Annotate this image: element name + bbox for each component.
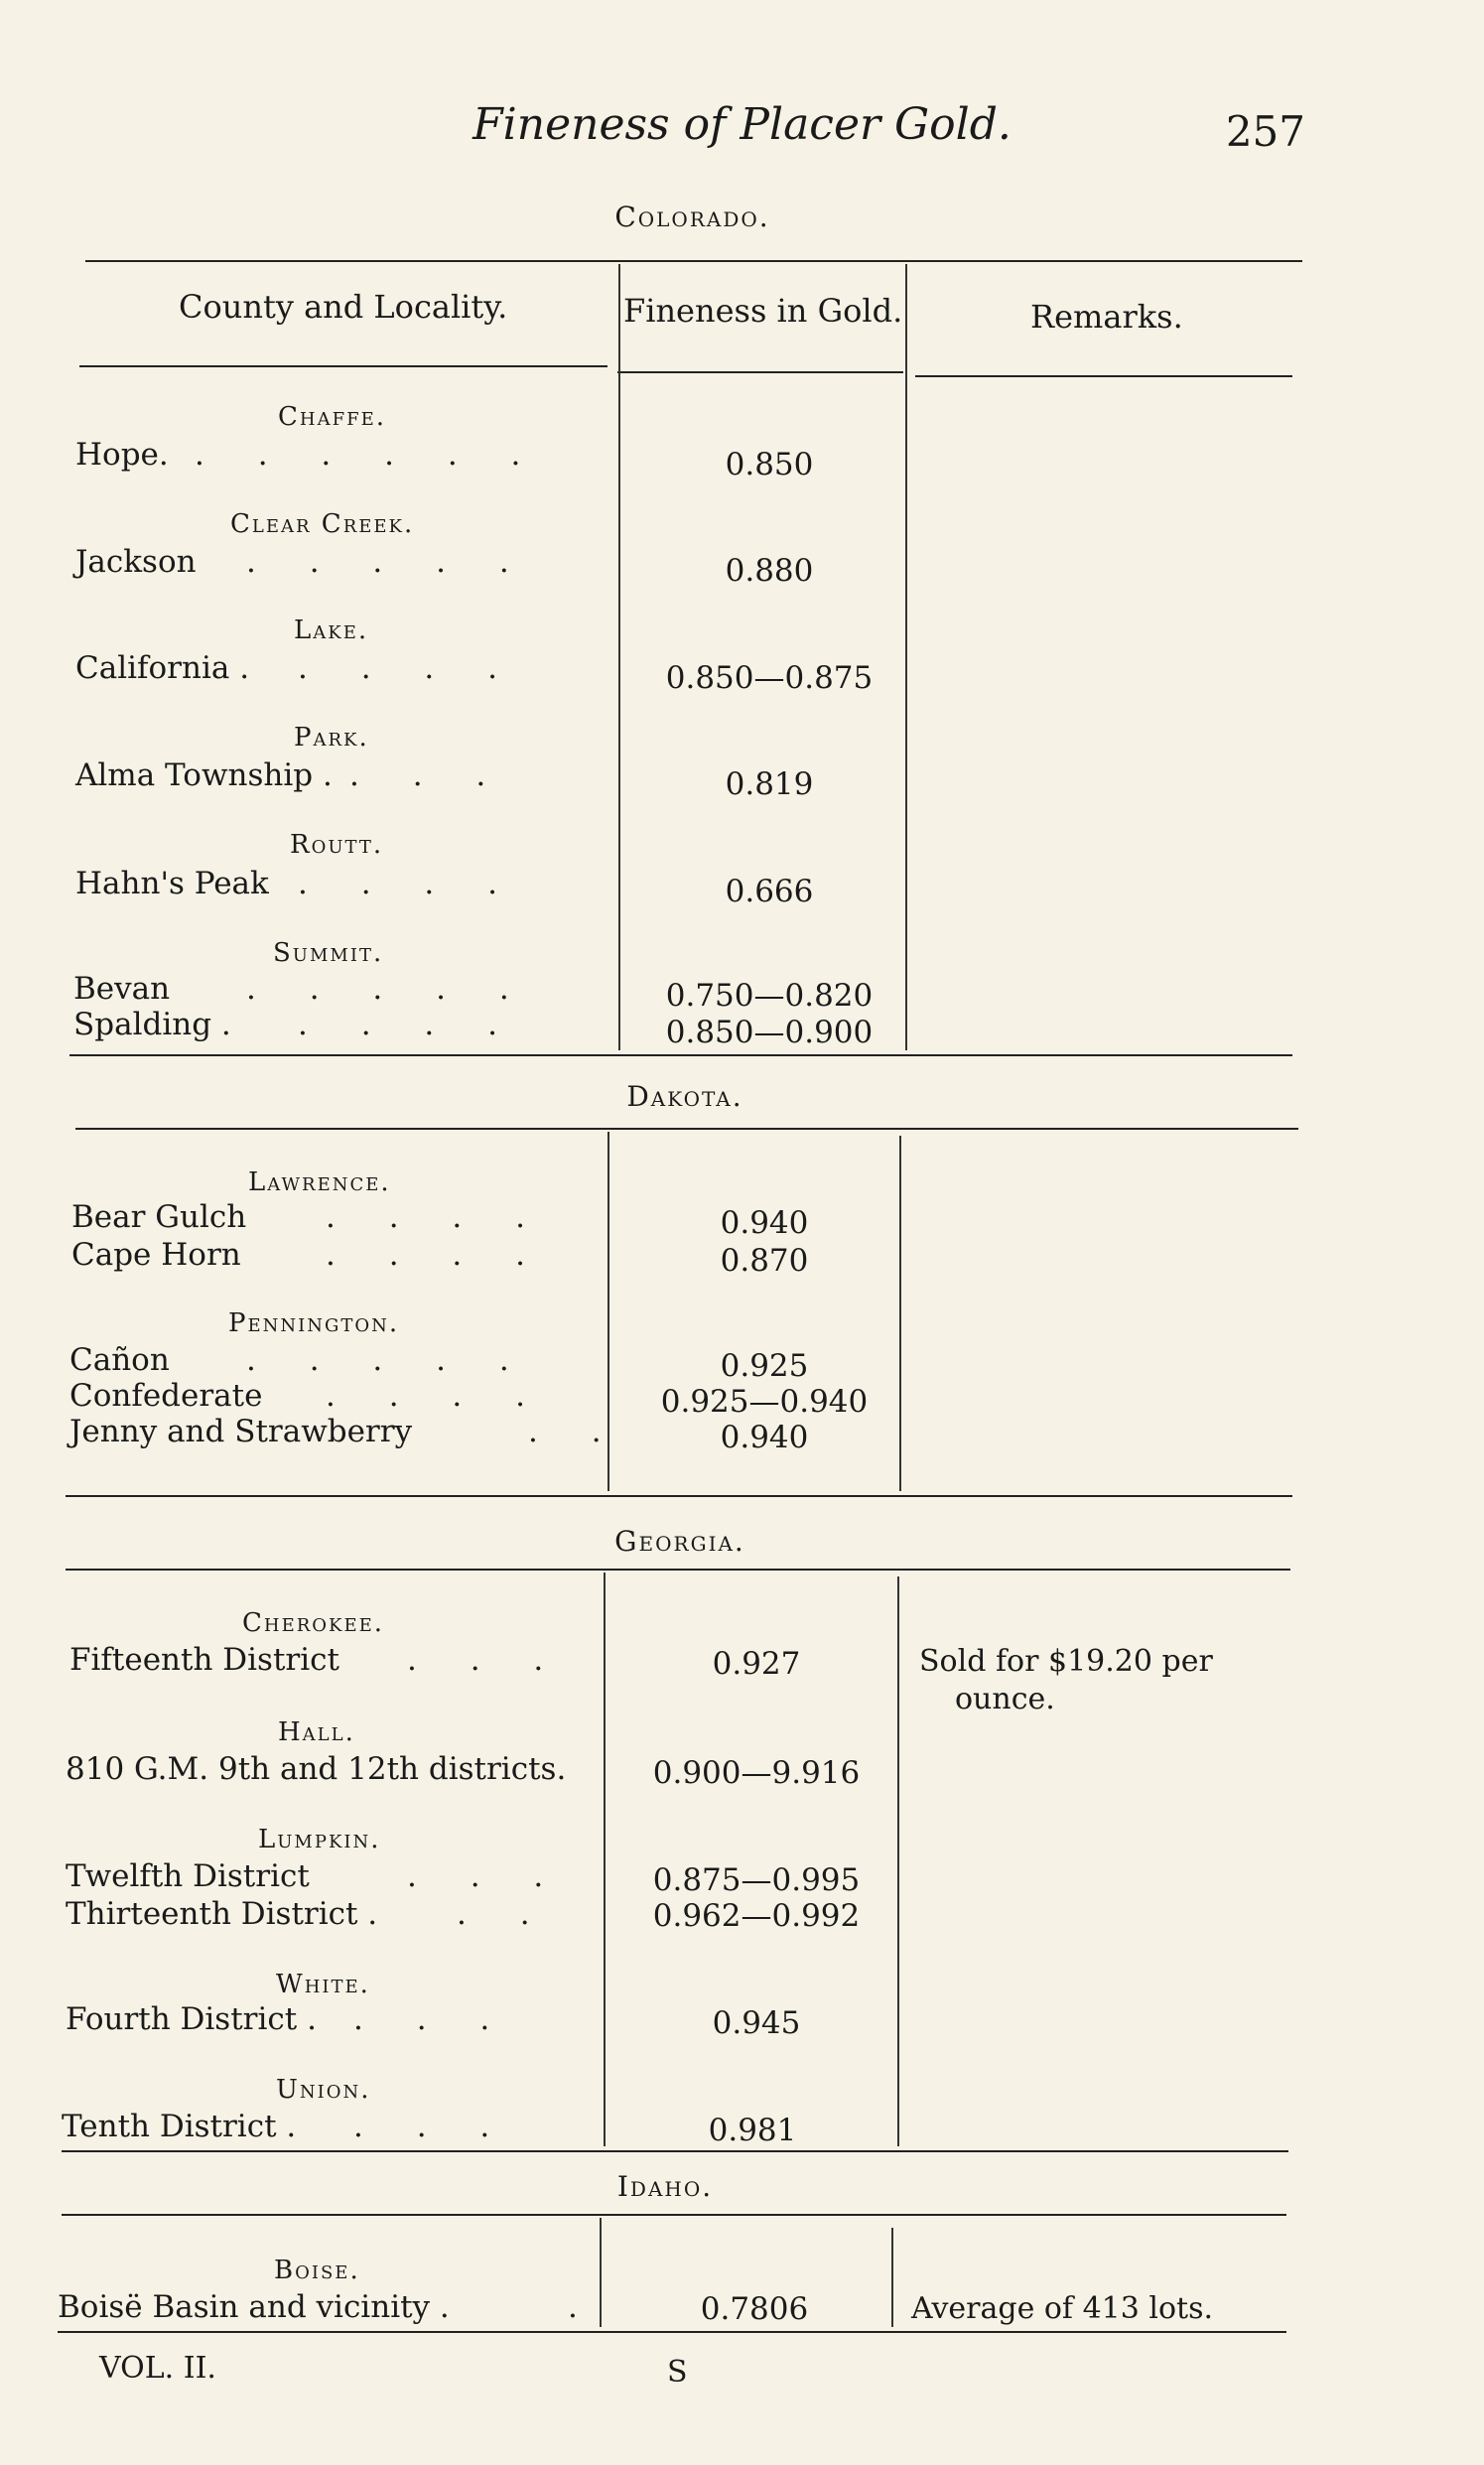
- locality-name: Bear Gulch: [71, 1199, 247, 1235]
- column-divider: [604, 1573, 606, 2146]
- fineness-value: 0.7806: [700, 2291, 809, 2327]
- column-header-fineness: Fineness in Gold.: [623, 292, 903, 330]
- leader-dots: . . .: [353, 2001, 512, 2037]
- state-heading-idaho: Idaho.: [616, 2170, 714, 2203]
- locality-name: Jackson: [75, 544, 197, 580]
- column-header-locality: County and Locality.: [179, 288, 508, 326]
- county-heading: Chaffe.: [278, 402, 386, 432]
- header-rule: [915, 375, 1292, 377]
- fineness-value: 0.666: [725, 874, 814, 909]
- leader-dots: . . . . .: [246, 971, 531, 1007]
- column-header-remarks: Remarks.: [1030, 298, 1183, 336]
- remark-text: Average of 413 lots.: [911, 2291, 1214, 2326]
- running-title: Fineness of Placer Gold.: [472, 99, 1012, 150]
- leader-dots: . . .: [407, 1858, 566, 1894]
- fineness-value: 0.819: [725, 766, 814, 802]
- leader-dots: . . .: [349, 757, 508, 793]
- table-rule: [58, 2331, 1286, 2333]
- fineness-value: 0.927: [712, 1646, 801, 1682]
- fineness-value: 0.940: [720, 1205, 809, 1241]
- fineness-value: 0.850—0.900: [665, 1015, 874, 1050]
- page-number: 257: [1225, 107, 1305, 156]
- fineness-value: 0.945: [712, 2005, 801, 2041]
- locality-name: Hahn's Peak: [75, 866, 269, 901]
- leader-dots: . . . . .: [246, 544, 531, 580]
- county-heading: Cherokee.: [242, 1608, 385, 1638]
- footer-signature-mark: S: [667, 2355, 688, 2390]
- state-heading-georgia: Georgia.: [614, 1525, 745, 1558]
- table-rule: [62, 2214, 1286, 2216]
- locality-name: Jenny and Strawberry: [69, 1414, 413, 1449]
- county-heading: Hall.: [278, 1717, 355, 1747]
- locality-name: 810 G.M. 9th and 12th districts.: [66, 1751, 567, 1787]
- locality-name: Fourth District .: [66, 2001, 317, 2037]
- locality-name: Bevan: [73, 971, 171, 1007]
- county-heading: Lawrence.: [248, 1167, 391, 1197]
- header-rule: [617, 371, 903, 373]
- state-heading-colorado: Colorado.: [614, 201, 770, 233]
- remark-text: ounce.: [955, 1682, 1055, 1716]
- leader-dots: . .: [457, 1896, 552, 1932]
- county-heading: Union.: [276, 2075, 371, 2105]
- leader-dots: . .: [528, 1414, 623, 1449]
- leader-dots: . . . .: [326, 1199, 547, 1235]
- fineness-value: 0.981: [708, 2113, 797, 2148]
- county-heading: Clear Creek.: [230, 509, 415, 539]
- county-heading: Lumpkin.: [258, 1825, 381, 1854]
- column-divider: [600, 2218, 602, 2327]
- county-heading: Park.: [294, 723, 369, 753]
- locality-name: Alma Township .: [75, 757, 333, 793]
- locality-name: Spalding .: [73, 1007, 231, 1042]
- leader-dots: . . . .: [326, 1237, 547, 1273]
- leader-dots: . . . . .: [246, 1342, 531, 1378]
- leader-dots: . . . .: [298, 866, 519, 901]
- leader-dots: . . . . . .: [195, 437, 543, 473]
- remark-text: Sold for $19.20 per: [919, 1644, 1213, 1679]
- leader-dots: . . .: [407, 1642, 566, 1678]
- locality-name: Thirteenth District .: [66, 1896, 378, 1932]
- table-rule: [66, 1569, 1290, 1571]
- locality-name: Cañon: [69, 1342, 170, 1378]
- fineness-value: 0.850—0.875: [665, 660, 874, 696]
- fineness-value: 0.962—0.992: [652, 1898, 861, 1934]
- locality-name: Boisë Basin and vicinity .: [58, 2289, 450, 2325]
- county-heading: Routt.: [290, 830, 384, 860]
- state-heading-dakota: Dakota.: [626, 1080, 743, 1113]
- table-rule: [75, 1128, 1298, 1130]
- locality-name: Cape Horn: [71, 1237, 241, 1273]
- fineness-value: 0.870: [720, 1243, 809, 1279]
- locality-name: Confederate: [69, 1378, 263, 1414]
- fineness-value: 0.880: [725, 553, 814, 589]
- fineness-value: 0.750—0.820: [665, 978, 874, 1014]
- table-rule: [85, 260, 1302, 262]
- table-rule: [62, 2150, 1288, 2152]
- fineness-value: 0.925—0.940: [660, 1384, 869, 1420]
- fineness-value: 0.925: [720, 1348, 809, 1384]
- fineness-value: 0.850: [725, 447, 814, 482]
- county-heading: Lake.: [294, 616, 369, 645]
- column-divider: [618, 264, 620, 1050]
- table-rule: [69, 1054, 1292, 1056]
- leader-dots: . . . .: [298, 1007, 519, 1042]
- leader-dots: .: [568, 2289, 600, 2325]
- county-heading: Boise.: [274, 2256, 360, 2285]
- table-rule: [66, 1495, 1292, 1497]
- fineness-value: 0.900—9.916: [652, 1755, 861, 1791]
- county-heading: White.: [276, 1970, 370, 1999]
- fineness-value: 0.875—0.995: [652, 1862, 861, 1898]
- locality-name: Hope.: [75, 437, 169, 473]
- leader-dots: . . . .: [298, 650, 519, 686]
- locality-name: Fifteenth District: [69, 1642, 339, 1678]
- county-heading: Pennington.: [228, 1308, 400, 1338]
- county-heading: Summit.: [273, 938, 384, 968]
- column-divider: [905, 264, 907, 1050]
- leader-dots: . . .: [353, 2109, 512, 2144]
- fineness-value: 0.940: [720, 1420, 809, 1455]
- footer-volume: VOL. II.: [99, 2351, 216, 2386]
- header-rule: [79, 365, 607, 367]
- leader-dots: . . . .: [326, 1378, 547, 1414]
- locality-name: Tenth District .: [62, 2109, 297, 2144]
- locality-name: California .: [75, 650, 250, 686]
- locality-name: Twelfth District: [66, 1858, 310, 1894]
